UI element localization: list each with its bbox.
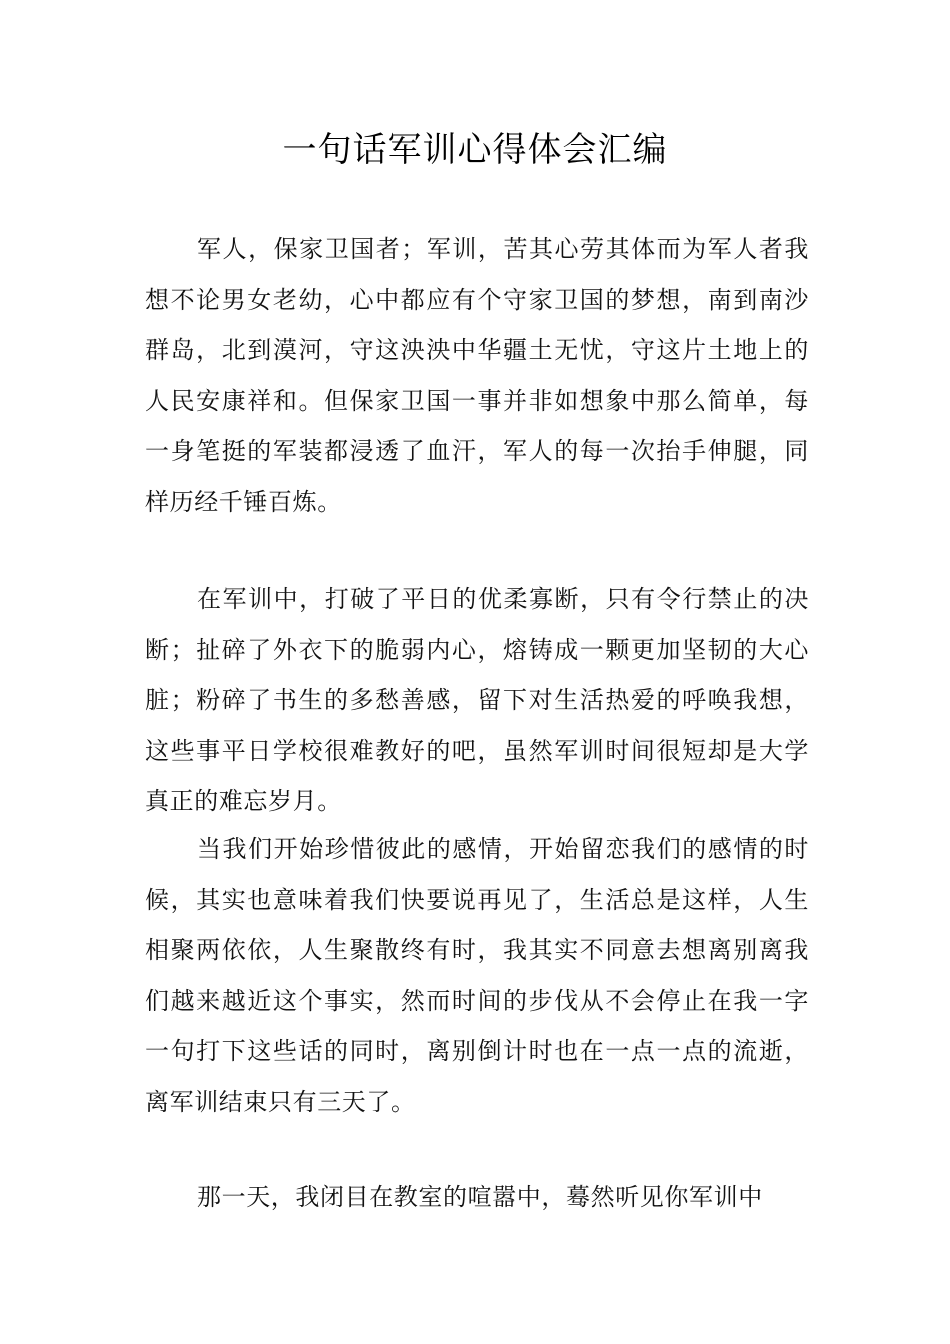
document-title: 一句话军训心得体会汇编 (282, 130, 668, 170)
paragraph-3: 当我们开始珍惜彼此的感情，开始留恋我们的感情的时候，其实也意味着我们快要说再见了，生活总是这样，人生相聚两依依，人生聚散终有时，我其实不同意去想离别离我们越来越近这个事实，然而时间的步伐从不会停止在我一字一句打下这些话的同时，离别倒计时也在一点一点的流逝，离军训结束只有三天了。 (145, 835, 809, 1116)
paragraph-1: 军人，保家卫国者；军训，苦其心劳其体而为军人者我想不论男女老幼，心中都应有个守家卫国的梦想，南到南沙群岛，北到漠河，守这泱泱中华疆土无忧，守这片土地上的人民安康祥和。但保家卫国一事并非如想象中那么简单，每一身笔挺的军装都浸透了血汗，军人的每一次抬手伸腿，同样历经千锤百炼。 (145, 235, 809, 516)
paragraph-4: 那一天，我闭目在教室的喧嚣中，蓦然听见你军训中 (197, 1183, 763, 1211)
paragraph-2: 在军训中，打破了平日的优柔寡断，只有令行禁止的决断；扯碎了外衣下的脆弱内心，熔铸成一颗更加坚韧的大心脏；粉碎了书生的多愁善感，留下对生活热爱的呼唤我想，这些事平日学校很难教好的吧，虽然军训时间很短却是大学真正的难忘岁月。 (145, 585, 809, 815)
